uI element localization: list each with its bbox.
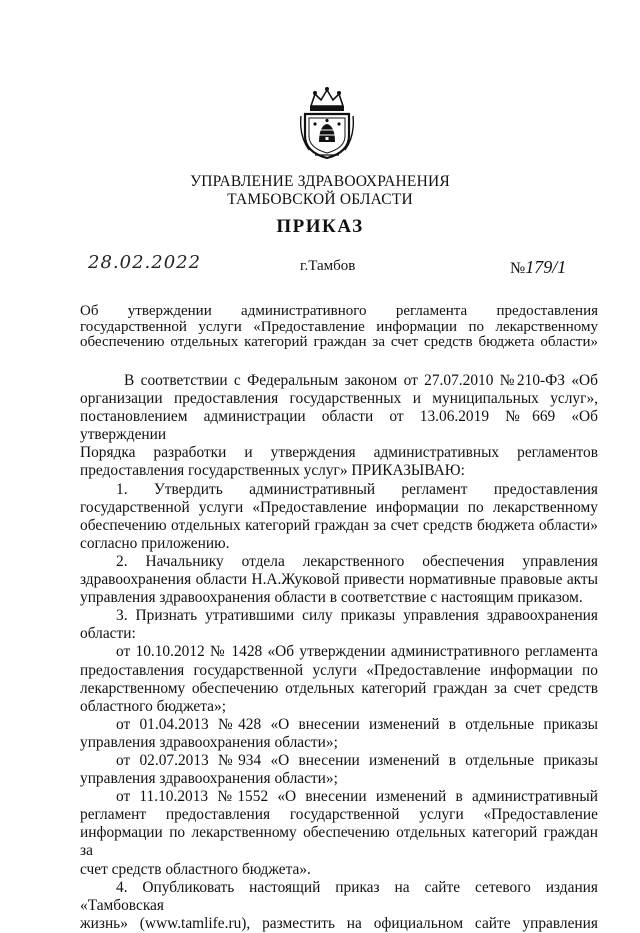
body-line: согласно приложению. <box>80 534 230 552</box>
body-line: управления здравоохранения области в соответствие с настоящим приказом. <box>80 589 583 607</box>
city: г.Тамбов <box>300 258 356 274</box>
order-number <box>510 257 566 278</box>
body-line: 2. Начальнику отдела лекарственного обеспечения управления <box>116 552 598 570</box>
body-line: от 10.10.2012 № 1428 «Об утверждении административного регламента <box>116 643 598 661</box>
body-line: информации по лекарственному обеспечению отдельных категорий граждан за <box>80 824 598 860</box>
body-line: лекарственному обеспечению отдельных категорий граждан за счет средств <box>80 679 598 697</box>
body-line: счет средств областного бюджета». <box>80 860 311 878</box>
body-line: 3. Признать утратившими силу приказы управления здравоохранения <box>116 607 598 625</box>
body-line: 1. Утвердить административный регламент предоставления <box>116 480 598 498</box>
body-line: управления здравоохранения области»; <box>80 770 338 788</box>
body-line: областного бюджета»; <box>80 697 226 715</box>
subject-line: государственной услуги «Предоставление информации по лекарственному <box>80 318 598 335</box>
body-line: предоставления государственной услуги «Предоставление информации по <box>80 661 598 679</box>
body-line: от 02.07.2013 №934 «О внесении изменений в отдельные приказы <box>116 751 598 769</box>
number-prefix: № <box>510 260 526 277</box>
body-line: обеспечению отдельных категорий граждан за счет средств бюджета области» <box>80 516 598 534</box>
body-line: регламент предоставления государственной услуги «Предоставление <box>80 806 598 824</box>
body-line: здравоохранения области Н.А.Жуковой привести нормативные правовые акты <box>80 571 598 589</box>
body-line: государственной услуги «Предоставление информации по лекарственному <box>80 498 598 516</box>
body-line: В соответствии с Федеральным законом от 27.07.2010 №210-ФЗ «Об <box>124 372 598 389</box>
document-subject <box>80 304 598 351</box>
body-line: предоставления государственных услуг» ПРИКАЗЫВАЮ: <box>80 462 465 480</box>
body-line: жизнь» (www.tamlife.ru), разместить на официальном сайте управления <box>80 914 598 932</box>
body-line: от 01.04.2013 №428 «О внесении изменений в отдельные приказы <box>116 715 598 733</box>
handwritten-date: 28.02.2022 <box>88 252 202 273</box>
org-name-line1: УПРАВЛЕНИЕ ЗДРАВООХРАНЕНИЯ <box>190 173 450 190</box>
document-body <box>80 372 598 933</box>
subject-line: обеспечению отдельных категорий граждан за счет средств бюджета области» <box>80 334 598 351</box>
body-line: Порядка разработки и утверждения административных регламентов <box>80 444 598 462</box>
handwritten-number: 179/1 <box>525 257 567 277</box>
org-name-line2: ТАМБОВСКОЙ ОБЛАСТИ <box>227 191 413 208</box>
body-line: 4. Опубликовать настоящий приказ на сайте сетевого издания «Тамбовская <box>80 878 598 914</box>
document-type: ПРИКАЗ <box>276 216 364 237</box>
body-line: области: <box>80 625 136 643</box>
coat-of-arms-icon <box>297 86 357 160</box>
body-line: от 11.10.2013 №1552 «О внесении изменений в административный <box>116 788 598 806</box>
subject-line: Об утверждении административного регламента предоставления <box>80 303 598 319</box>
body-line: управления здравоохранения области»; <box>80 733 338 751</box>
body-line: постановлением администрации области от 13.06.2019 №669 «Об утверждении <box>80 408 598 444</box>
body-line: организации предоставления государственных и муниципальных услуг», <box>80 390 598 408</box>
